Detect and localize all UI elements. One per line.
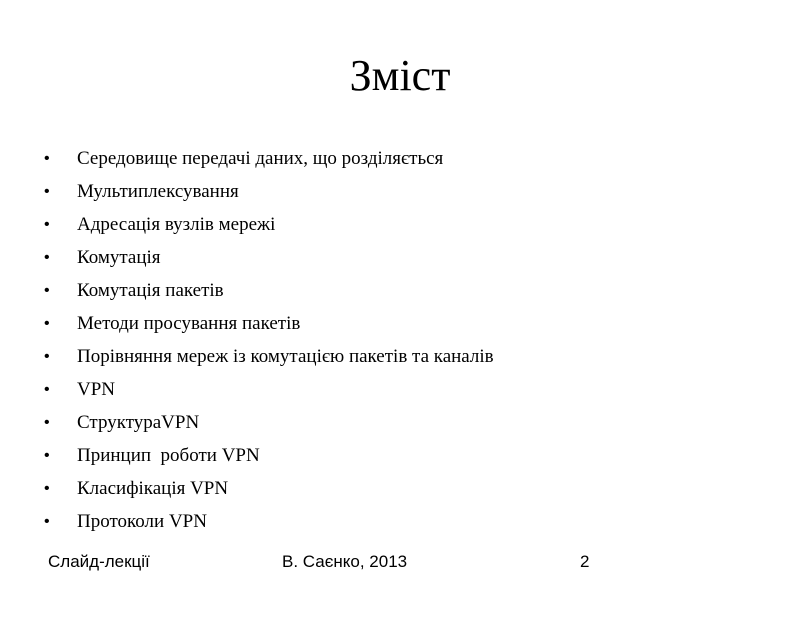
- footer-page-number: 2: [580, 552, 590, 571]
- list-item-text: СтруктураVPN: [77, 412, 200, 433]
- list-item: [40, 472, 760, 505]
- list-item-text: Протоколи VPN: [77, 511, 207, 532]
- list-item: [40, 142, 760, 175]
- list-item-text: Комутація: [77, 247, 161, 268]
- bullet-icon: •: [44, 348, 50, 365]
- bullet-icon: •: [44, 150, 50, 167]
- bullet-icon: •: [44, 282, 50, 299]
- footer-author: В. Саєнко, 2013: [282, 552, 408, 571]
- list-item: [40, 175, 760, 208]
- list-item-text: Адресація вузлів мережі: [77, 214, 276, 235]
- list-item: [40, 307, 760, 340]
- list-item-text: Принцип роботи VPN: [77, 445, 260, 466]
- list-item-text: Комутація пакетів: [77, 280, 224, 301]
- list-item: [40, 373, 760, 406]
- bullet-icon: •: [44, 216, 50, 233]
- bullet-icon: •: [44, 513, 50, 530]
- list-item-text: Методи просування пакетів: [77, 313, 301, 334]
- footer-course-label: Слайд-лекції: [48, 552, 150, 571]
- slide-title: Зміст: [349, 51, 451, 100]
- list-item-text: Середовище передачі даних, що розділяється: [77, 148, 444, 169]
- list-item: [40, 406, 760, 439]
- list-item-text: Мультиплексування: [77, 181, 239, 202]
- list-item: [40, 439, 760, 472]
- list-item: [40, 340, 760, 373]
- bullet-icon: •: [44, 249, 50, 266]
- list-item-text: Класифікація VPN: [77, 478, 229, 499]
- bullet-icon: •: [44, 414, 50, 431]
- bullet-icon: •: [44, 183, 50, 200]
- list-item: [40, 505, 760, 538]
- bullet-icon: •: [44, 315, 50, 332]
- bullet-icon: •: [44, 447, 50, 464]
- bullet-icon: •: [44, 480, 50, 497]
- bullet-icon: •: [44, 381, 50, 398]
- list-item: [40, 208, 760, 241]
- list-item-text: Порівняння мереж із комутацією пакетів та каналів: [77, 346, 494, 367]
- list-item: [40, 241, 760, 274]
- list-item: [40, 274, 760, 307]
- list-item-text: VPN: [77, 379, 116, 400]
- contents-list: [40, 142, 760, 538]
